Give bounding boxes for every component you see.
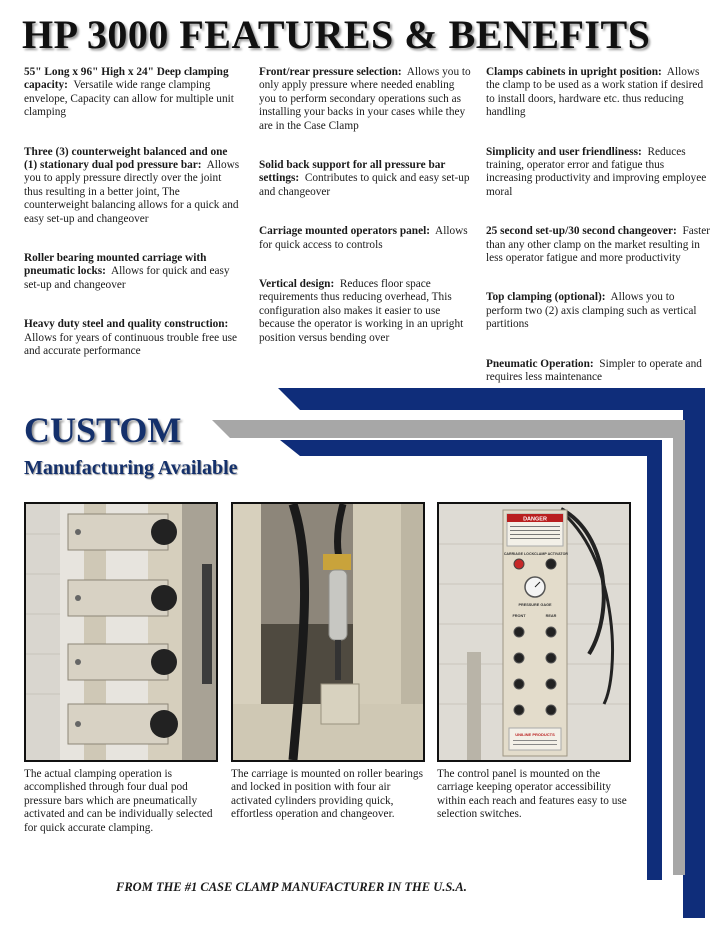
feature-text: Allows for years of continuous trouble free use and accurate performance: [24, 331, 238, 358]
feature-heading: Three (3) counterweight balanced and one (1) stationary dual pod pressure bar:: [24, 145, 228, 172]
carriage-lock-label: CARRIAGE LOCK: [503, 552, 535, 556]
feature-text: Allows you to perform two (2) axis clamping such as vertical partitions: [486, 291, 697, 331]
feature-text: Simpler to operate and requires less maintenance: [486, 357, 702, 384]
footer-tagline: FROM THE #1 CASE CLAMP MANUFACTURER IN THE U.S.A.: [116, 880, 467, 894]
danger-label: DANGER: [523, 516, 547, 523]
custom-title: CUSTOM: [24, 410, 182, 450]
pressure-bar-4: [68, 704, 178, 744]
pressure-bar-2: [68, 580, 177, 616]
caption-carriage: The carriage is mounted on roller bearings and locked in position with four air activated cylinders providing quick, effortless operation and changeover.: [231, 768, 423, 821]
feature-heading: Heavy duty steel and quality construction:: [24, 318, 229, 331]
caption-control-panel: The control panel is mounted on the carriage keeping operator accessibility within each reach and features easy to use selection switches.: [437, 768, 627, 821]
rear-label: REAR: [545, 614, 557, 618]
photo-control-panel: [437, 502, 631, 762]
feature-text: Contributes to quick and easy set-up and changeover: [259, 172, 470, 198]
feature-text: Allows you to only apply pressure where needed enabling you to perform secondary operations such as installing your backs in your cases while they are in the Case Clamp: [259, 66, 471, 132]
feature-text: Allows you to apply pressure directly over the joint thus resulting in a better joint, The counterweight balancing allows for a quick and easy set-up and changeover: [24, 159, 240, 225]
pressure-bar-3: [68, 644, 177, 680]
feature-heading: Pneumatic Operation:: [486, 357, 594, 370]
carriage-image: [233, 504, 423, 760]
clamp-activator-label: CLAMP ACTIVATOR: [534, 552, 568, 556]
pressure-gage-label: PRESSURE GAGE: [518, 603, 552, 607]
feature-text: Faster than any other clamp on the market resulting in less operator fatigue and more productivity: [486, 225, 711, 265]
feature-text: Reduces floor space requirements thus reducing overhead, This configuration also makes it easier to use because the operator is working in an upright position versus bending over: [259, 278, 464, 344]
feature-heading: 25 second set-up/30 second changeover:: [486, 225, 677, 238]
feature-text: Reduces training, operator error and fatigue thus increasing productivity and improving employee moral: [486, 145, 707, 198]
photo-carriage: [231, 502, 425, 762]
page-title: HP 3000 FEATURES & BENEFITS: [22, 12, 651, 57]
pressure-bar-1: [68, 514, 177, 550]
feature-text: Versatile wide range clamping envelope, Capacity can allow for multiple unit clamping: [24, 79, 234, 119]
photo-pressure-bars: [24, 502, 218, 762]
brand-label: UNILINE PRODUCTS: [515, 732, 555, 737]
feature-text: Allows for quick access to controls: [259, 225, 468, 251]
feature-heading: Vertical design:: [259, 278, 335, 291]
caption-pressure-bars: The actual clamping operation is accomplished through four dual pod pressure bars which are pneumatically activated and can be individually selected for quick accurate clamping.: [24, 768, 213, 834]
control-panel-image: [439, 504, 629, 760]
feature-heading: Front/rear pressure selection:: [259, 66, 402, 78]
feature-heading: Top clamping (optional):: [486, 291, 606, 304]
feature-text: Allows the clamp to be used as a work station if desired to install doors, hardware etc. thus reducing handling: [486, 66, 704, 119]
feature-heading: Simplicity and user friendliness:: [486, 145, 642, 158]
feature-heading: 55" Long x 96" High x 24" Deep clamping capacity:: [24, 66, 229, 92]
custom-subtitle: Manufacturing Available: [24, 457, 238, 479]
feature-heading: Solid back support for all pressure bar settings:: [259, 159, 446, 185]
feature-heading: Carriage mounted operators panel:: [259, 225, 430, 238]
front-label: FRONT: [512, 614, 526, 618]
pressure-bars-image: [26, 504, 216, 760]
feature-heading: Roller bearing mounted carriage with pneumatic locks:: [24, 252, 207, 278]
feature-heading: Clamps cabinets in upright position:: [486, 66, 662, 78]
feature-text: Allows for quick and easy set-up and changeover: [24, 265, 230, 291]
